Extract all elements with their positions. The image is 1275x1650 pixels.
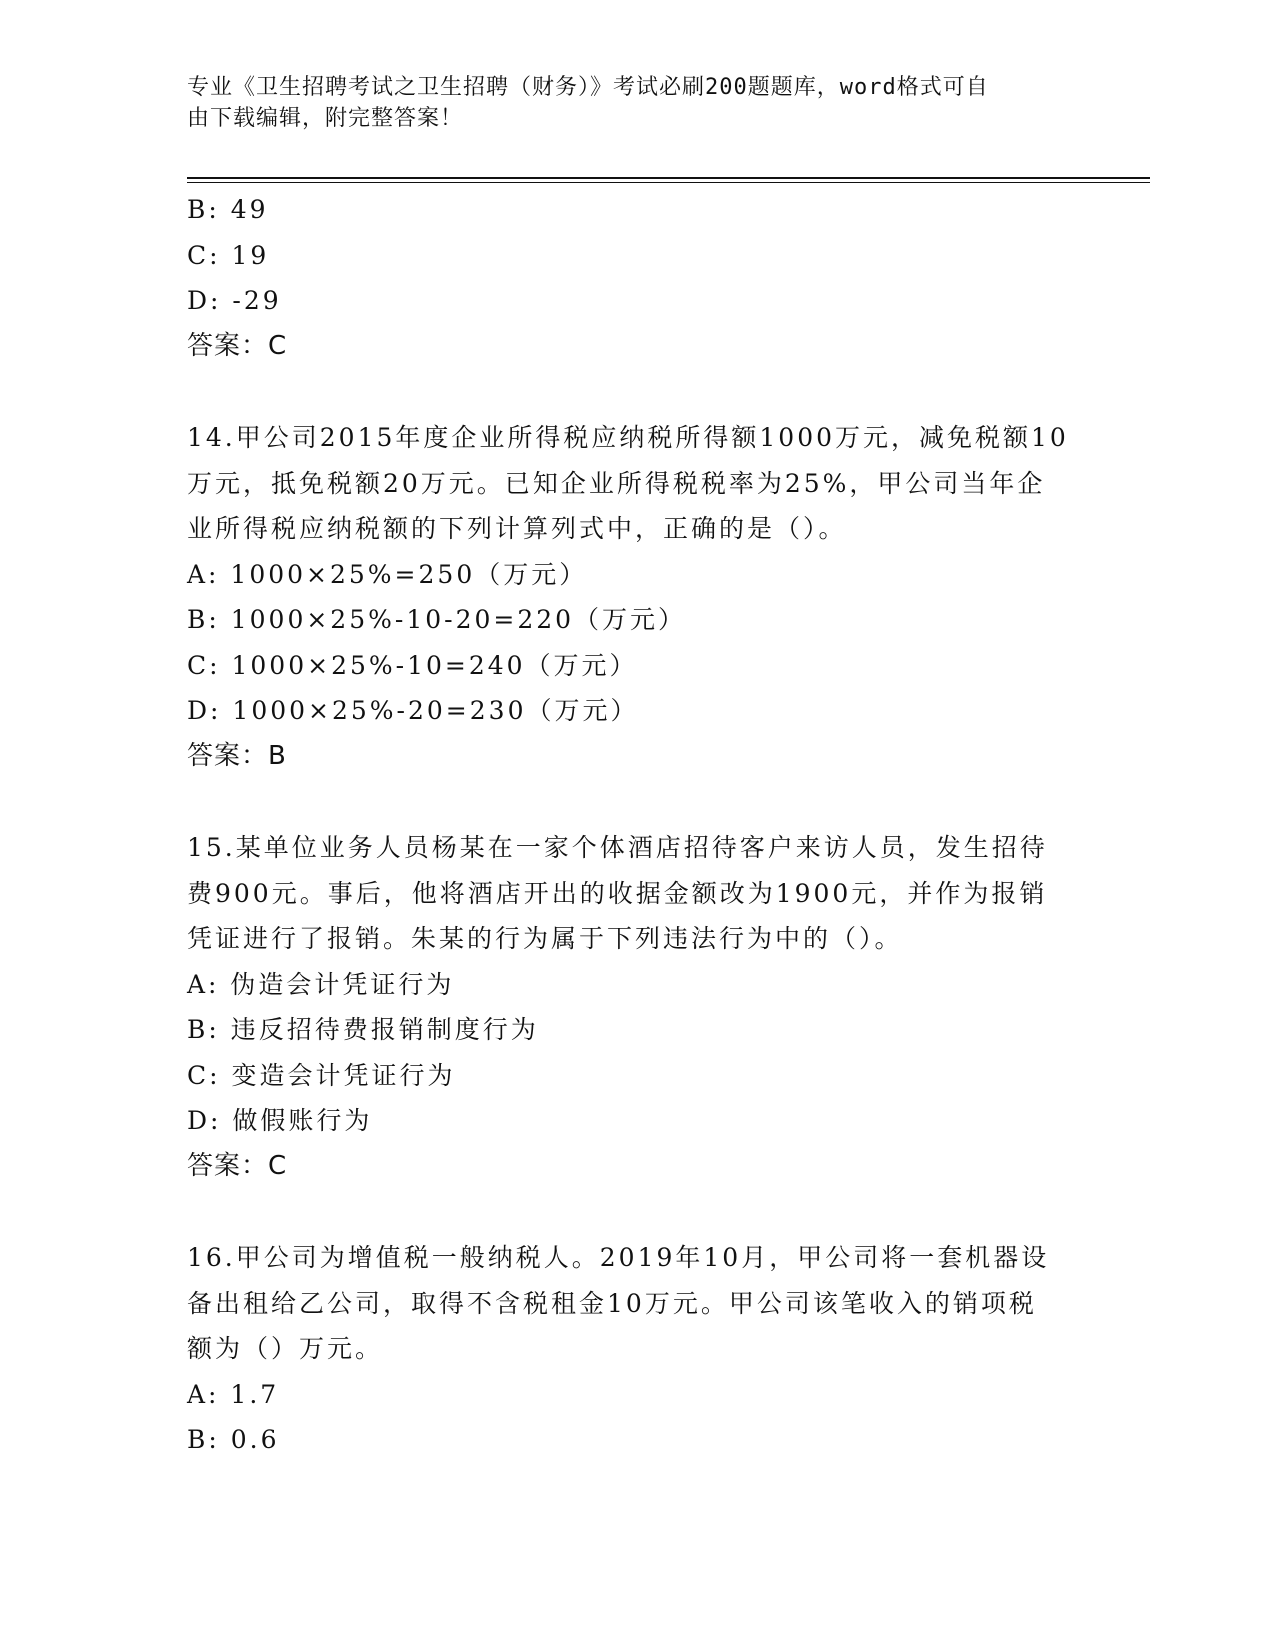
question-stem-line: 额为（）万元。: [187, 1334, 384, 1363]
option-b: B: 1000×25%-10-20=220（万元）: [187, 605, 687, 634]
question-stem-line: 16.甲公司为增值税一般纳税人。2019年10月，甲公司将一套机器设: [187, 1243, 1050, 1272]
option-c: C: 变造会计凭证行为: [187, 1060, 456, 1090]
option-a: A: 伪造会计凭证行为: [187, 969, 455, 999]
spacer: [187, 1189, 1087, 1235]
question-16: [187, 1235, 1087, 1463]
question-stem-line: 凭证进行了报销。朱某的行为属于下列违法行为中的（）。: [187, 924, 903, 953]
answer-line: 答案：C: [187, 330, 288, 361]
header-line-1: 专业《卫生招聘考试之卫生招聘（财务）》考试必刷200题题库，word格式可自: [187, 75, 989, 100]
option-c: C: 19: [187, 240, 270, 270]
header-rule-thin: [187, 182, 1150, 183]
answer-line: 答案：B: [187, 740, 287, 771]
header-rule-thick: [187, 177, 1150, 179]
option-b: B: 0.6: [187, 1425, 280, 1454]
option-b: B: 违反招待费报销制度行为: [187, 1015, 539, 1044]
question-stem-line: 费900元。事后，他将酒店开出的收据金额改为1900元，并作为报销: [187, 878, 1048, 908]
question-stem-line: 15.某单位业务人员杨某在一家个体酒店招待客户来访人员，发生招待: [187, 833, 1048, 862]
question-stem-line: 备出租给乙公司，取得不含税租金10万元。甲公司该笔收入的销项税: [187, 1288, 1037, 1318]
question-13-tail: [187, 187, 1087, 369]
option-b: B: 49: [187, 195, 269, 224]
question-stem-line: 14.甲公司2015年度企业所得税应纳税所得额1000万元，减免税额10: [187, 423, 1069, 452]
option-d: D: 1000×25%-20=230（万元）: [187, 696, 639, 725]
answer-line: 答案：C: [187, 1150, 288, 1181]
question-14: [187, 415, 1087, 779]
option-a: A: 1000×25%=250（万元）: [187, 559, 588, 589]
option-c: C: 1000×25%-10=240（万元）: [187, 650, 638, 680]
question-15: [187, 825, 1087, 1189]
page-header: [187, 72, 1067, 134]
option-d: D: -29: [187, 286, 282, 315]
question-stem-line: 业所得税应纳税额的下列计算列式中，正确的是（）。: [187, 514, 847, 543]
spacer: [187, 779, 1087, 825]
header-line-2: 由下载编辑，附完整答案！: [187, 106, 464, 131]
spacer: [187, 369, 1087, 415]
option-a: A: 1.7: [187, 1379, 280, 1409]
option-d: D: 做假账行为: [187, 1106, 373, 1135]
question-content: [187, 187, 1087, 1463]
question-stem-line: 万元，抵免税额20万元。已知企业所得税税率为25%，甲公司当年企: [187, 468, 1046, 498]
